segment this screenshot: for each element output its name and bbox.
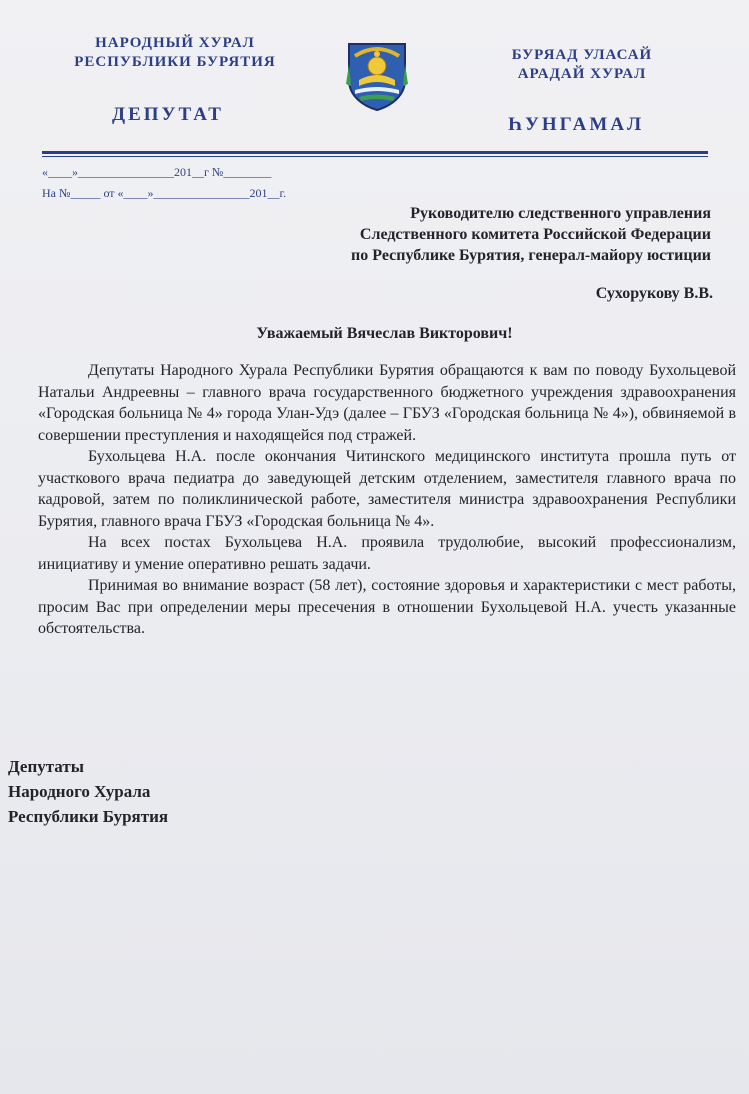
addressee-line1: Руководителю следственного управления [410,205,711,222]
signature-line1: Депутаты [8,757,84,776]
signature-line3: Республики Бурятия [8,807,169,826]
letterhead-left-title: ДЕПУТАТ [112,104,224,125]
addressee-line3: по Республике Бурятия, генерал-майору юстиции [351,247,711,264]
addressee-block [351,203,711,266]
letterhead-left [60,34,290,72]
reference-number-line: На №_____ от «____»________________201__г. [42,186,287,200]
letterhead-left-line1: НАРОДНЫЙ ХУРАЛ [95,35,255,51]
letterhead-right-title: ҺУНГАМАЛ [508,114,645,135]
letterhead-left-line2: РЕСПУБЛИКИ БУРЯТИЯ [74,54,276,70]
addressee-line2: Следственного комитета Российской Федерации [359,226,711,243]
letter-body [38,360,736,640]
signature-block [8,754,168,829]
body-paragraph-3: На всех постах Бухольцева Н.А. проявила трудолюбие, высокий профессионализм, инициативу и умение оперативно решать задачи. [38,534,736,573]
outgoing-number-line: «____»________________201__г №________ [42,165,272,179]
letterhead-right-line2: АРАДАЙ ХУРАЛ [517,66,647,82]
body-paragraph-4: Принимая во внимание возраст (58 лет), состояние здоровья и характеристики с мест работы, просим Вас при определении меры пресечения в отношении Бухольцевой Н.А. учесть указанные обстоятельства. [38,577,736,637]
body-paragraph-2: Бухольцева Н.А. после окончания Читинского медицинского института прошла путь от участкового врача педиатра до заведующей детским отделением, заместителя главного врача по кадровой, затем по поликлинической работе, заместителя министра здравоохранения Республики Бурятия, главного врача ГБУЗ «Городская больница № 4». [38,448,736,530]
signature-line2: Народного Хурала [8,782,151,801]
coat-of-arms-emblem-icon [345,40,409,112]
salutation: Уважаемый Вячеслав Викторович! [256,325,513,342]
letterhead-right-line1: БУРЯАД УЛАСАЙ [511,47,653,63]
letterhead-divider-thin [42,156,708,157]
letterhead-divider [42,151,708,154]
body-paragraph-1: Депутаты Народного Хурала Республики Бурятия обращаются к вам по поводу Бухольцевой Натальи Андреевны – главного врача государственного бюджетного учреждения здравоохранения «Городская больница № 4» города Улан-Удэ (далее – ГБУЗ «Городская больница № 4»), обвиняемой в совершении преступления и находящейся под стражей. [38,362,736,444]
letterhead-right [496,46,668,84]
addressee-name: Сухорукову В.В. [595,285,713,302]
